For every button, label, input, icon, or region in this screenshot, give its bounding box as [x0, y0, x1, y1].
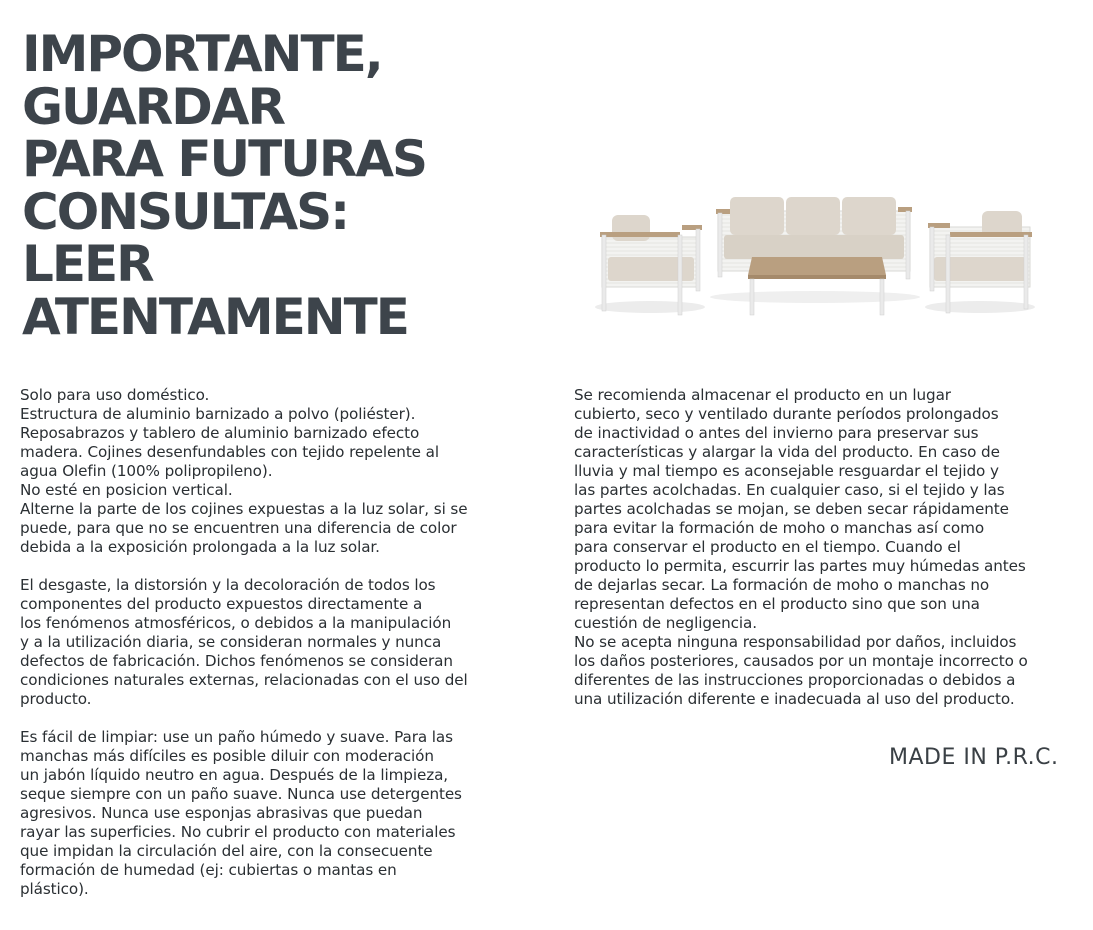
text-line: diferentes de las instrucciones proporcionadas o debidos a — [574, 671, 1016, 689]
text-line: un jabón líquido neutro en agua. Después de la limpieza, — [20, 766, 449, 784]
text-line: las partes acolchadas. En cualquier caso, si el tejido y las — [574, 481, 1005, 499]
text-line: Alterne la parte de los cojines expuestas a la luz solar, si se — [20, 500, 468, 518]
text-line: lluvia y mal tiempo es aconsejable resguardar el tejido y — [574, 462, 999, 480]
text-line: Se recomienda almacenar el producto en un lugar — [574, 386, 951, 404]
text-line: manchas más difíciles es posible diluir con moderación — [20, 747, 434, 765]
text-line: agresivos. Nunca use esponjas abrasivas que puedan — [20, 804, 423, 822]
right-text-column — [574, 386, 1089, 709]
title-line: LEER — [22, 235, 153, 293]
page-title — [22, 25, 462, 346]
text-line: No esté en posicion vertical. — [20, 481, 233, 499]
paragraph — [20, 576, 545, 709]
made-in-label: MADE IN P.R.C. — [889, 745, 1059, 770]
text-line: formación de humedad (ej: cubiertas o mantas en — [20, 861, 397, 879]
text-line: seque siempre con un paño suave. Nunca use detergentes — [20, 785, 462, 803]
text-line: madera. Cojines desenfundables con tejido repelente al — [20, 443, 439, 461]
right-armchair — [928, 211, 1032, 313]
text-line: rayar las superficies. No cubrir el producto con materiales — [20, 823, 456, 841]
text-line: representan defectos en el producto sino que son una — [574, 595, 980, 613]
text-line: No se acepta ninguna responsabilidad por daños, incluidos — [574, 633, 1017, 651]
text-line: Solo para uso doméstico. — [20, 386, 210, 404]
text-line: El desgaste, la distorsión y la decoloración de todos los — [20, 576, 436, 594]
title-line: CONSULTAS: — [22, 182, 349, 241]
text-line: de inactividad o antes del invierno para preservar sus — [574, 424, 979, 442]
paragraph — [20, 728, 545, 899]
text-line: debida a la exposición prolongada a la luz solar. — [20, 538, 380, 556]
text-line: Estructura de aluminio barnizado a polvo (poliéster). — [20, 405, 416, 423]
left-text-column — [20, 386, 545, 899]
text-line: de dejarlas secar. La formación de moho o manchas no — [574, 576, 990, 594]
text-line: plástico). — [20, 880, 89, 898]
text-line: partes acolchadas se mojan, se deben secar rápidamente — [574, 500, 1009, 518]
text-line: Reposabrazos y tablero de aluminio barnizado efecto — [20, 424, 420, 442]
paragraph-gap — [20, 557, 545, 576]
text-line: para conservar el producto en el tiempo. Cuando el — [574, 538, 961, 556]
title-line: IMPORTANTE, — [22, 25, 382, 83]
text-line: condiciones naturales externas, relacionadas con el uso del — [20, 671, 468, 689]
text-line: características y alargar la vida del producto. En caso de — [574, 443, 1000, 461]
text-line: para evitar la formación de moho o manchas así como — [574, 519, 985, 537]
text-line: componentes del producto expuestos directamente a — [20, 595, 423, 613]
title-line: ATENTAMENTE — [22, 287, 408, 346]
text-line: Es fácil de limpiar: use un paño húmedo y suave. Para las — [20, 728, 453, 746]
paragraph-gap — [20, 709, 545, 728]
outdoor-furniture-set-photo — [590, 185, 1040, 325]
text-line: los fenómenos atmosféricos, o debidos a la manipulación — [20, 614, 452, 632]
text-line: cuestión de negligencia. — [574, 614, 757, 632]
text-line: producto lo permita, escurrir las partes muy húmedas antes — [574, 557, 1026, 575]
paragraph — [20, 386, 545, 557]
text-line: defectos de fabricación. Dichos fenómenos se consideran — [20, 652, 453, 670]
text-line: una utilización diferente e inadecuada al uso del producto. — [574, 690, 1015, 708]
text-line: que impidan la circulación del aire, con la consecuente — [20, 842, 433, 860]
paragraph — [574, 386, 1089, 709]
title-line: PARA FUTURAS — [22, 130, 427, 188]
text-line: agua Olefin (100% polipropileno). — [20, 462, 273, 480]
text-line: los daños posteriores, causados por un montaje incorrecto o — [574, 652, 1028, 670]
text-line: y a la utilización diaria, se consideran normales y nunca — [20, 633, 442, 651]
left-armchair — [600, 215, 702, 315]
text-line: puede, para que no se encuentren una diferencia de color — [20, 519, 457, 537]
text-line: cubierto, seco y ventilado durante períodos prolongados — [574, 405, 999, 423]
coffee-table — [748, 257, 886, 315]
text-line: producto. — [20, 690, 92, 708]
title-line: GUARDAR — [22, 77, 285, 136]
